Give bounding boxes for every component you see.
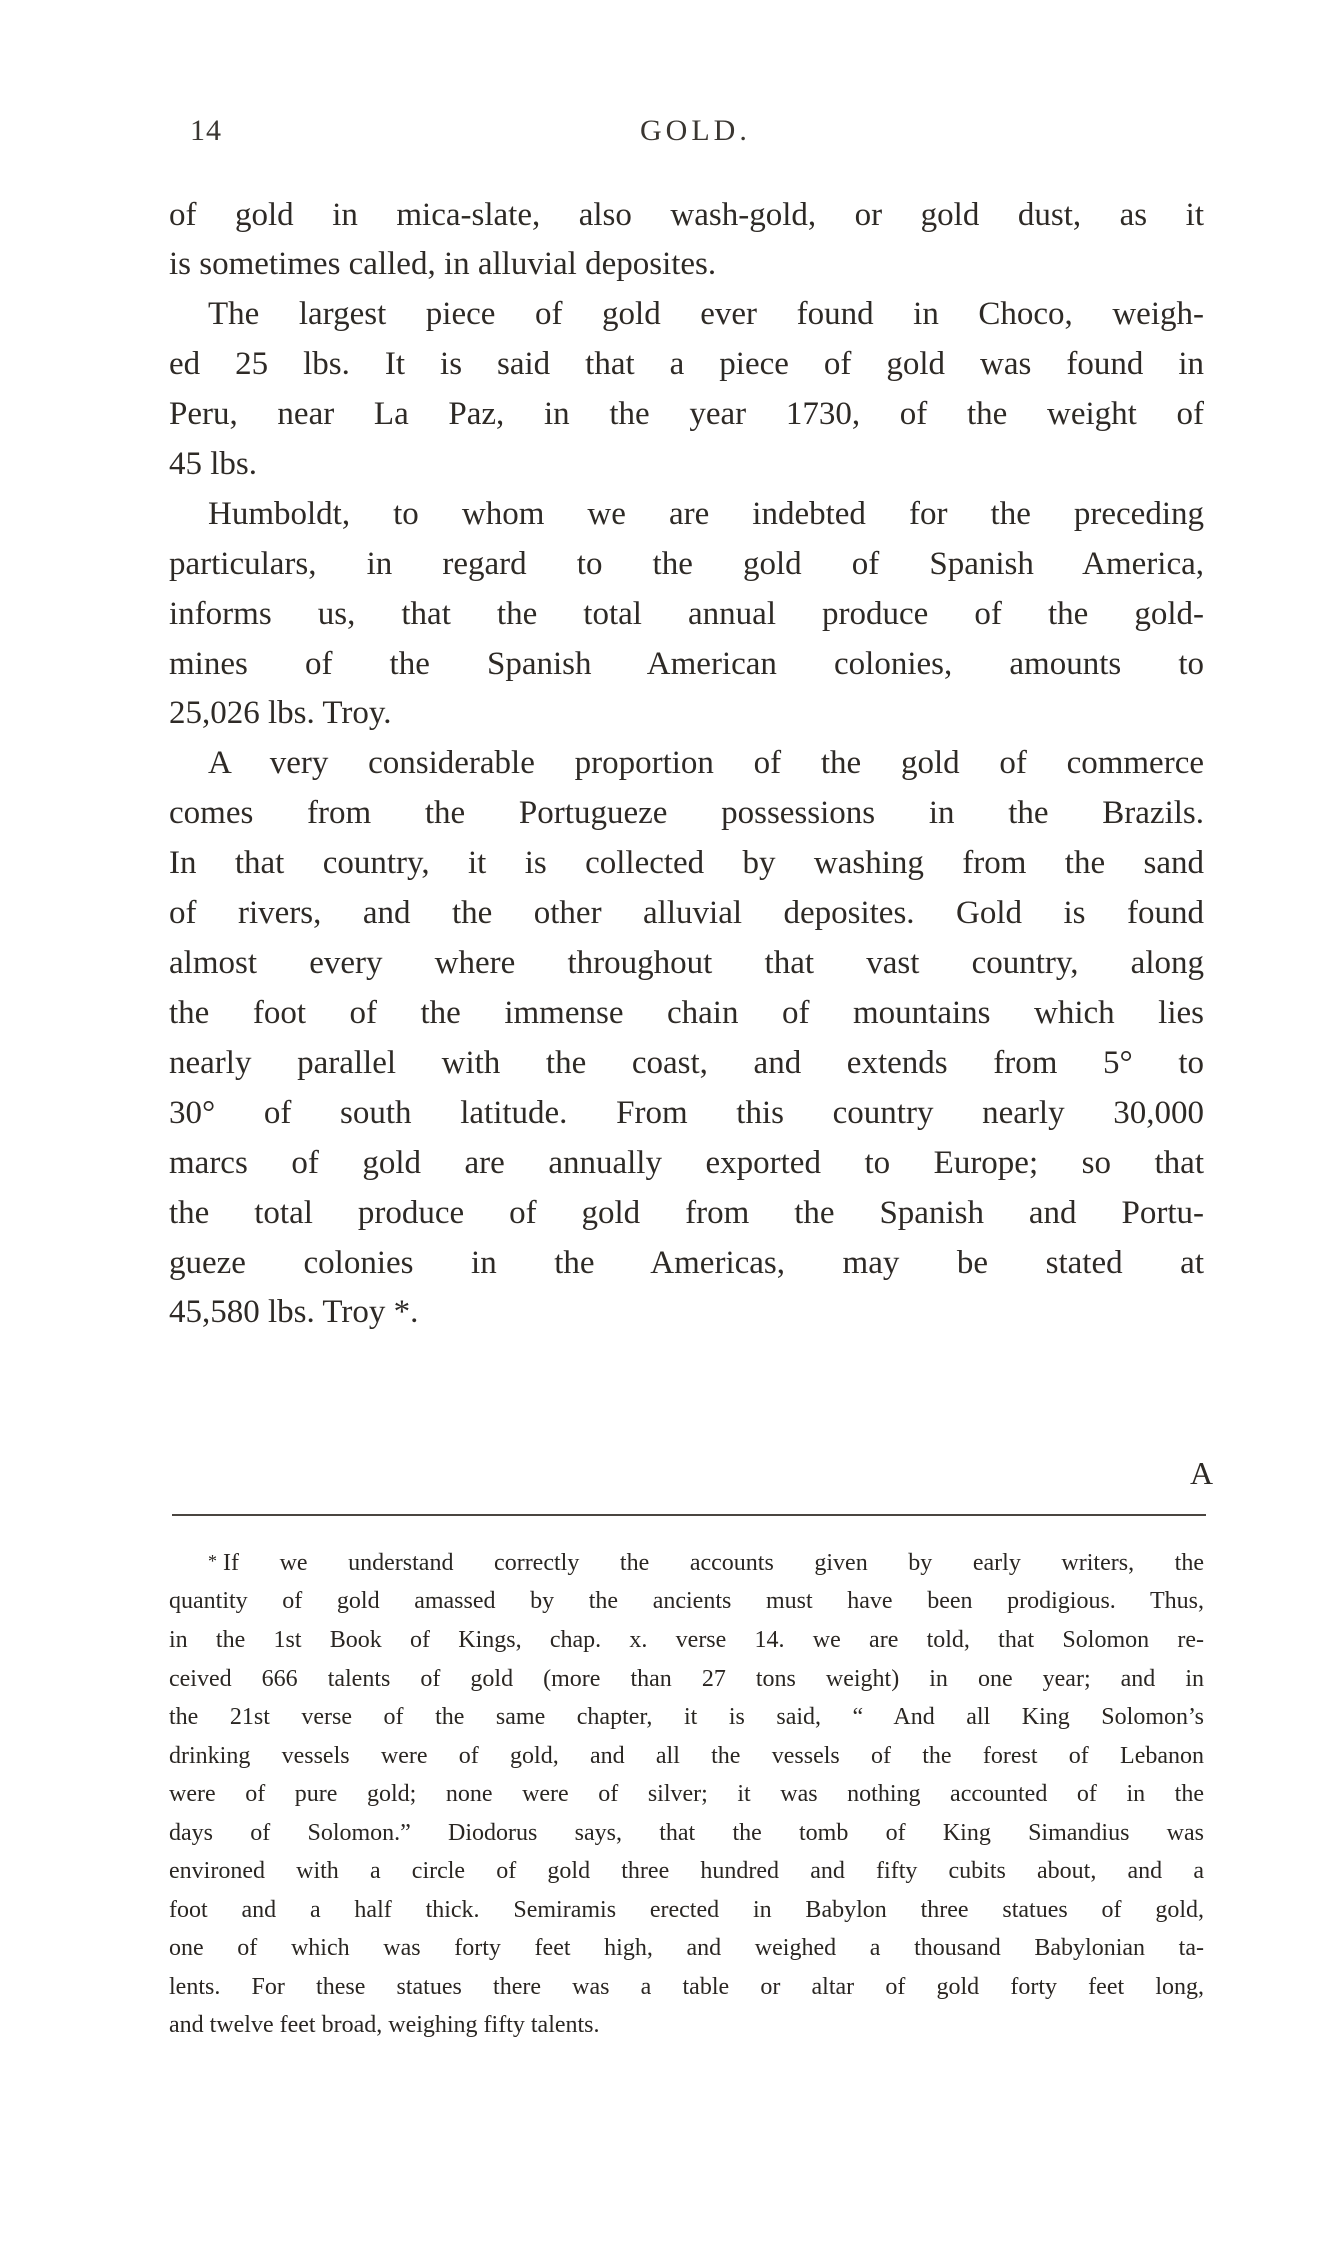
body-line: 25,026 lbs. Troy.: [169, 695, 392, 731]
body-line: Humboldt, to whom we are indebted for the preceding: [208, 496, 1204, 532]
footnote-line: and twelve feet broad, weighing fifty talents.: [169, 2012, 600, 2038]
body-line: The largest piece of gold ever found in Choco, weigh-: [208, 296, 1204, 332]
footnote-line: drinking vessels were of gold, and all the vessels of the forest of Lebanon: [169, 1743, 1204, 1769]
footnote-line: ceived 666 talents of gold (more than 27 tons weight) in one year; and in: [169, 1666, 1204, 1692]
footnote-line: the 21st verse of the same chapter, it is said, “ And all King Solomon’s: [169, 1704, 1204, 1730]
footnote-line: foot and a half thick. Semiramis erected in Babylon three statues of gold,: [169, 1897, 1204, 1923]
body-line: ed 25 lbs. It is said that a piece of gold was found in: [169, 346, 1204, 382]
body-line: 30° of south latitude. From this country nearly 30,000: [169, 1095, 1204, 1131]
footnote-rule: [172, 1514, 1206, 1516]
body-line: gueze colonies in the Americas, may be stated at: [169, 1245, 1204, 1281]
footnote-line: quantity of gold amassed by the ancients must have been prodigious. Thus,: [169, 1588, 1204, 1614]
body-line: marcs of gold are annually exported to Europe; so that: [169, 1145, 1204, 1181]
body-line: mines of the Spanish American colonies, amounts to: [169, 646, 1204, 682]
footnote-line: days of Solomon.” Diodorus says, that the tomb of King Simandius was: [169, 1820, 1204, 1846]
footnote-line: one of which was forty feet high, and weighed a thousand Babylonian ta-: [169, 1935, 1204, 1961]
footnote-line: environed with a circle of gold three hundred and fifty cubits about, and a: [169, 1858, 1204, 1884]
body-line: the foot of the immense chain of mountains which lies: [169, 995, 1204, 1031]
body-line: particulars, in regard to the gold of Spanish America,: [169, 546, 1204, 582]
footnote-line: in the 1st Book of Kings, chap. x. verse 14. we are told, that Solomon re-: [169, 1627, 1204, 1653]
footnote-line: lents. For these statues there was a table or altar of gold forty feet long,: [169, 1974, 1204, 2000]
body-line: of rivers, and the other alluvial deposites. Gold is found: [169, 895, 1204, 931]
catchword: A: [1190, 1455, 1214, 1491]
running-head: GOLD.: [640, 114, 751, 147]
body-line: A very considerable proportion of the gold of commerce: [208, 745, 1204, 781]
footnote-line: were of pure gold; none were of silver; it was nothing accounted of in the: [169, 1781, 1204, 1807]
page-number: 14: [190, 114, 222, 147]
body-line: is sometimes called, in alluvial deposites.: [169, 246, 717, 282]
body-line: In that country, it is collected by washing from the sand: [169, 845, 1204, 881]
footnote-marker: *: [208, 1551, 217, 1571]
body-line: nearly parallel with the coast, and extends from 5° to: [169, 1045, 1204, 1081]
body-line: the total produce of gold from the Spanish and Portu-: [169, 1195, 1204, 1231]
body-line: 45 lbs.: [169, 446, 258, 482]
body-line: Peru, near La Paz, in the year 1730, of the weight of: [169, 396, 1204, 432]
body-line: informs us, that the total annual produce of the gold-: [169, 596, 1204, 632]
body-line: comes from the Portugueze possessions in the Brazils.: [169, 795, 1204, 831]
footnote-line: [208, 1544, 1204, 1582]
body-line: of gold in mica-slate, also wash-gold, or gold dust, as it: [169, 197, 1204, 233]
body-line: almost every where throughout that vast country, along: [169, 945, 1204, 981]
body-line: 45,580 lbs. Troy *.: [169, 1294, 419, 1330]
footnote-line-text: If we understand correctly the accounts given by early writers, the: [223, 1550, 1204, 1576]
